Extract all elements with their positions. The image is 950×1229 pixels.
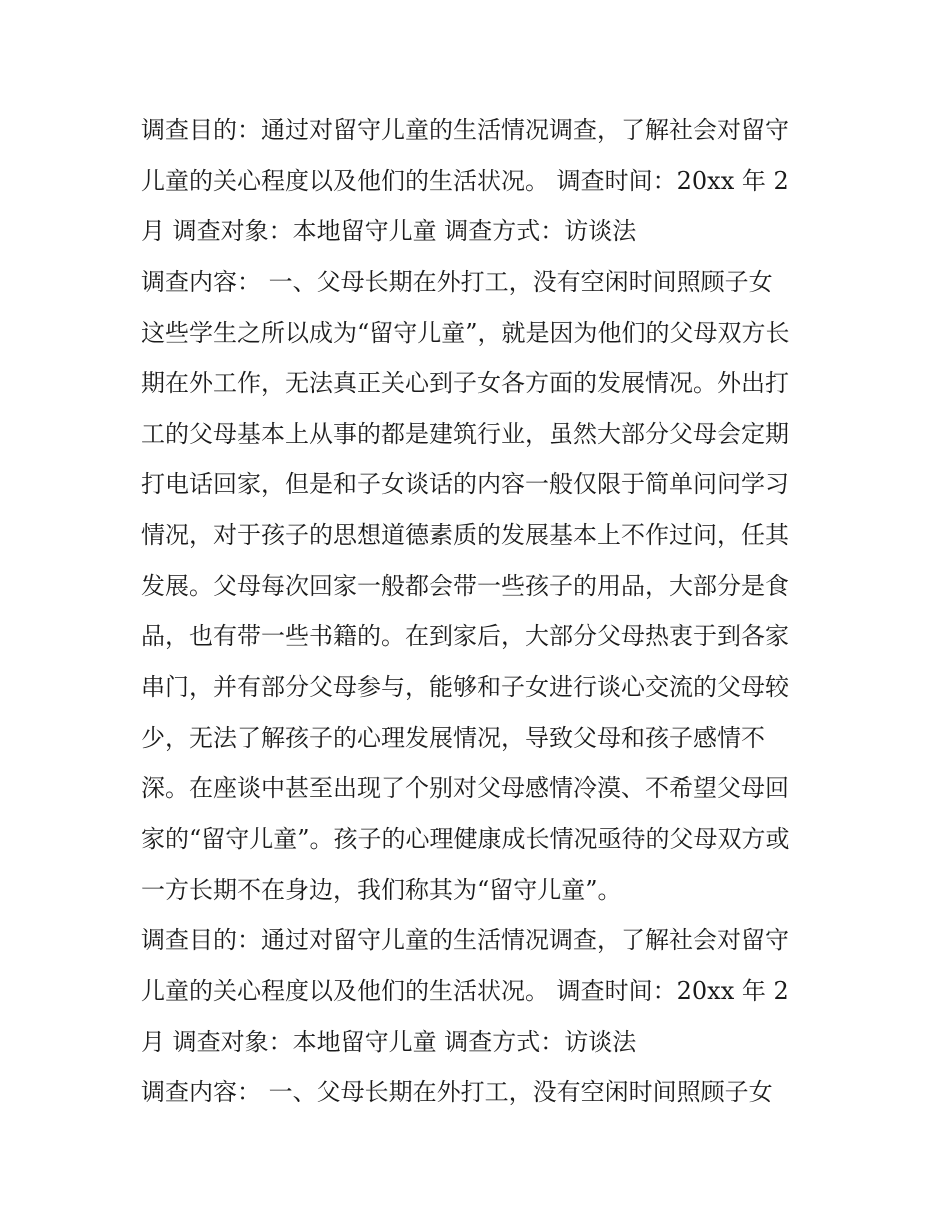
text-line: 打电话回家，但是和子女谈话的内容一般仅限于简单问问学习 (141, 470, 789, 498)
text-line: 少，无法了解孩子的心理发展情况，导致父母和孩子感情不 (141, 724, 765, 752)
text-line: 深。在座谈中甚至出现了个别对父母感情冷漠、不希望父母回 (141, 774, 789, 802)
text-line: 发展。父母每次回家一般都会带一些孩子的用品，大部分是食 (141, 572, 789, 600)
text-line: 调查目的：通过对留守儿童的生活情况调查，了解社会对留守 (141, 116, 789, 144)
text-line: 工的父母基本上从事的都是建筑行业，虽然大部分父母会定期 (141, 420, 789, 448)
text-line: 儿童的关心程度以及他们的生活状况。 调查时间：20xx 年 2 (141, 977, 789, 1005)
text-line: 一方长期不在身边，我们称其为“留守儿童”。 (141, 876, 622, 904)
text-line: 调查内容： 一、父母长期在外打工，没有空闲时间照顾子女 (141, 268, 773, 296)
text-line: 调查内容： 一、父母长期在外打工，没有空闲时间照顾子女 (141, 1078, 773, 1106)
text-line: 品，也有带一些书籍的。在到家后，大部分父母热衷于到各家 (141, 622, 789, 650)
text-line: 调查目的：通过对留守儿童的生活情况调查，了解社会对留守 (141, 926, 789, 954)
text-line: 月 调查对象：本地留守儿童 调查方式：访谈法 (141, 217, 637, 245)
text-line: 家的“留守儿童”。孩子的心理健康成长情况亟待的父母双方或 (141, 825, 790, 853)
text-line: 期在外工作，无法真正关心到子女各方面的发展情况。外出打 (141, 369, 789, 397)
text-line: 儿童的关心程度以及他们的生活状况。 调查时间：20xx 年 2 (141, 167, 789, 195)
text-line: 情况，对于孩子的思想道德素质的发展基本上不作过问，任其 (141, 521, 789, 549)
text-line: 这些学生之所以成为“留守儿童”，就是因为他们的父母双方长 (141, 319, 790, 347)
text-line: 串门，并有部分父母参与，能够和子女进行谈心交流的父母较 (141, 673, 789, 701)
text-line: 月 调查对象：本地留守儿童 调查方式：访谈法 (141, 1028, 637, 1056)
